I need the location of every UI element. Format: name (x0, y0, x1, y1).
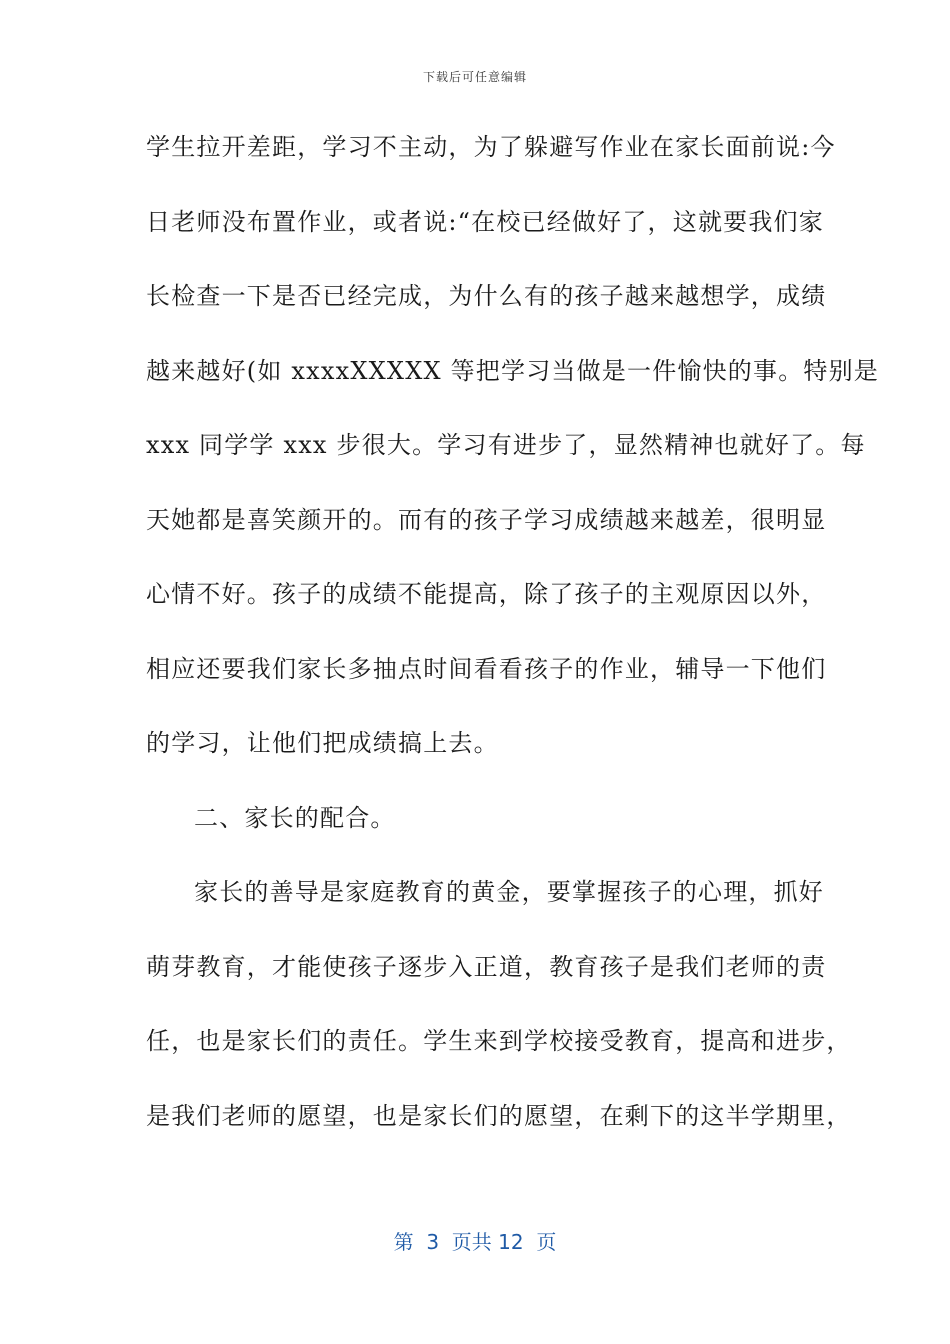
text-line: 长检查一下是否已经完成，为什么有的孩子越来越想学，成绩 (146, 282, 827, 310)
header-note: 下载后可任意编辑 (422, 70, 527, 84)
text-line: 任，也是家长们的责任。学生来到学校接受教育，提高和进步， (146, 1027, 852, 1055)
text-line: 学生拉开差距，学习不主动，为了躲避写作业在家长面前说:今 (146, 133, 836, 161)
body-text (146, 122, 879, 1165)
text-line: 的学习，让他们把成绩搞上去。 (146, 729, 499, 757)
text-line: xxx 同学学 xxx 步很大。学习有进步了，显然精神也就好了。每 (146, 431, 866, 459)
text-line: 萌芽教育，才能使孩子逐步入正道，教育孩子是我们老师的责 (146, 952, 827, 981)
section-heading: 二、家长的配合。 (194, 803, 396, 832)
text-line: 天她都是喜笑颜开的。而有的孩子学习成绩越来越差，很明显 (146, 505, 827, 534)
text-line: 是我们老师的愿望，也是家长们的愿望，在剩下的这半学期里， (146, 1101, 852, 1130)
text-line: 越来越好(如 xxxxXXXXX 等把学习当做是一件愉快的事。特别是 (146, 356, 879, 385)
text-line: 相应还要我们家长多抽点时间看看孩子的作业，辅导一下他们 (146, 654, 827, 683)
text-line: 家长的善导是家庭教育的黄金，要掌握孩子的心理，抓好 (194, 878, 824, 906)
text-line: 日老师没布置作业，或者说:“在校已经做好了，这就要我们家 (146, 207, 824, 236)
text-line: 心情不好。孩子的成绩不能提高，除了孩子的主观原因以外， (146, 580, 827, 608)
page-number: 第 3 页共 12 页 (393, 1230, 557, 1254)
